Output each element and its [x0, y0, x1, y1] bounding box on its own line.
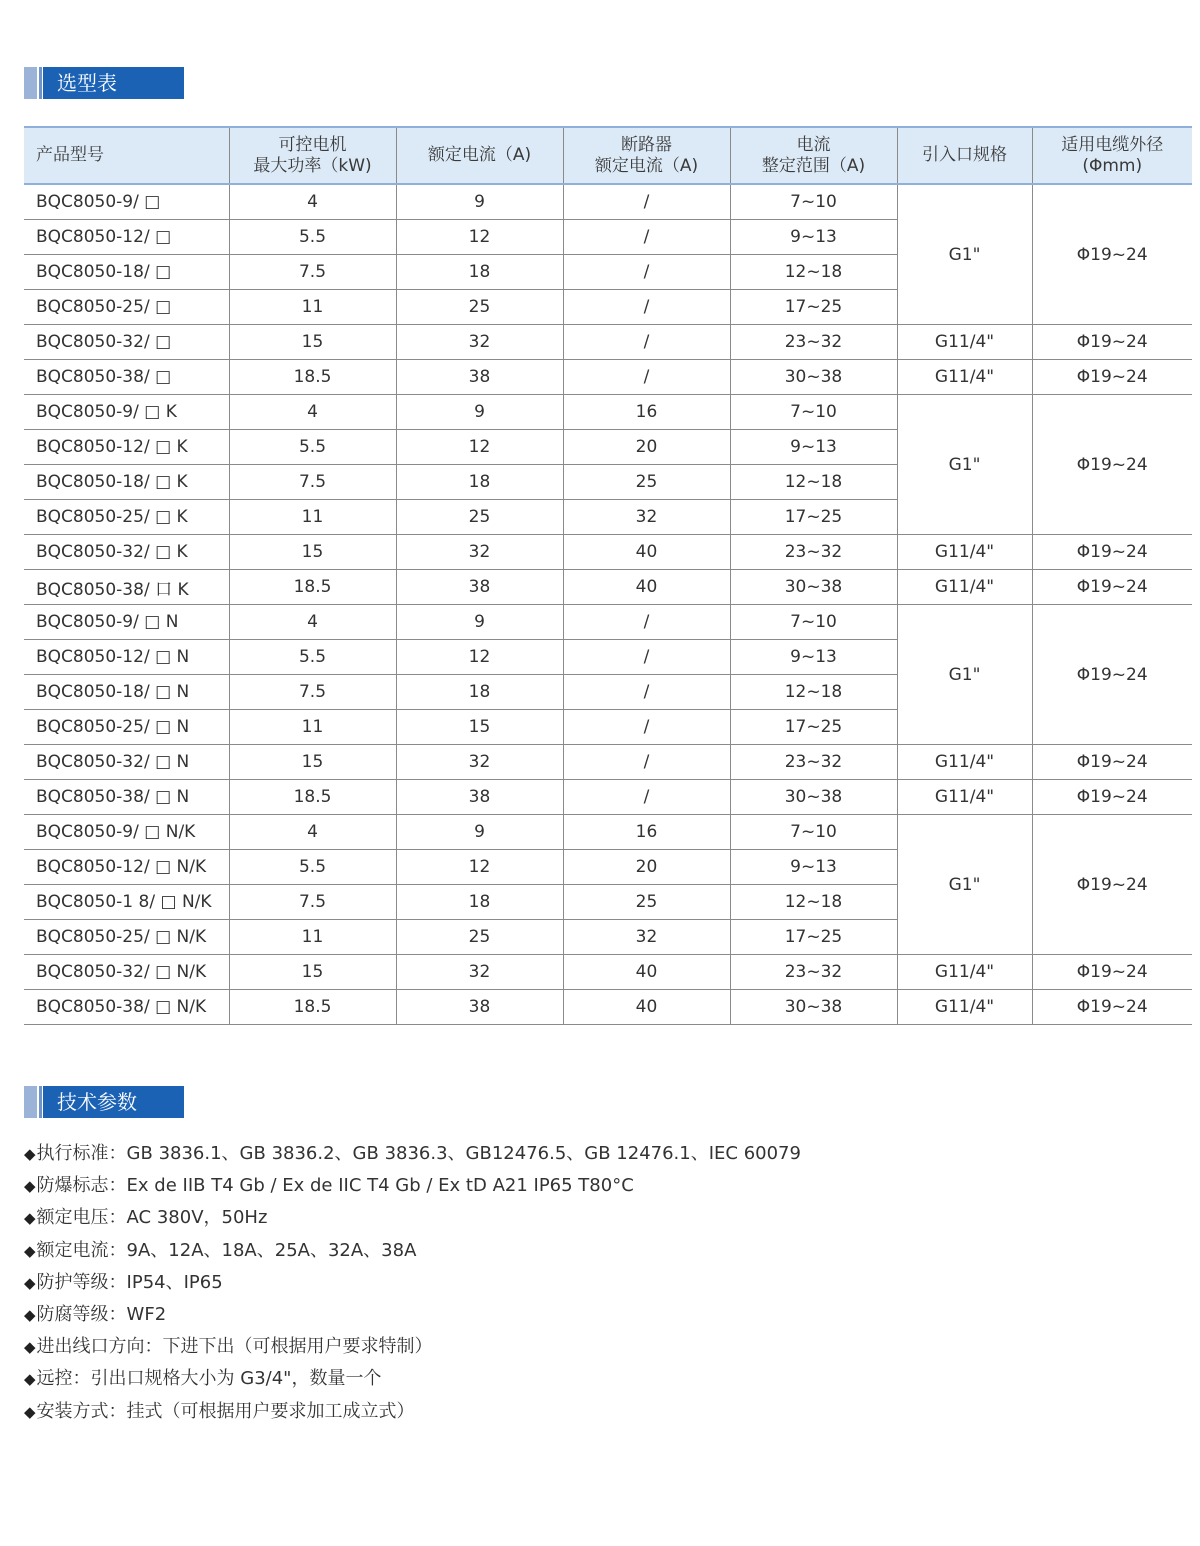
- model-cell: BQC8050-9/ □ N/K: [24, 815, 229, 850]
- column-header: [897, 127, 1032, 184]
- tech-param-item: [24, 1299, 1174, 1331]
- range-cell: 12~18: [730, 465, 897, 500]
- section-accent-bar: [24, 1086, 37, 1118]
- power-cell: 18.5: [229, 360, 396, 395]
- model-cell: BQC8050-25/ □ N: [24, 710, 229, 745]
- breaker-cell: /: [563, 710, 730, 745]
- range-cell: 23~32: [730, 955, 897, 990]
- column-header-line: 最大功率（kW): [253, 155, 372, 176]
- range-cell: 30~38: [730, 990, 897, 1025]
- model-cell: BQC8050-38/ □: [24, 360, 229, 395]
- range-cell: 12~18: [730, 885, 897, 920]
- power-cell: 7.5: [229, 885, 396, 920]
- table-header-row: [24, 127, 1192, 184]
- diamond-bullet-icon: ◆: [24, 1273, 36, 1292]
- tech-param-item: [24, 1396, 1174, 1428]
- range-cell: 9~13: [730, 640, 897, 675]
- section-accent-bar: [39, 67, 42, 99]
- tech-param-text: 防爆标志：Ex de IIB T4 Gb / Ex de IIC T4 Gb / Ex tD A21 IP65 T80°C: [36, 1175, 634, 1197]
- power-cell: 4: [229, 815, 396, 850]
- tech-param-item: [24, 1331, 1174, 1363]
- breaker-cell: /: [563, 184, 730, 220]
- diamond-bullet-icon: ◆: [24, 1177, 36, 1196]
- table-row: [24, 535, 1192, 570]
- current-cell: 12: [396, 220, 563, 255]
- table-row: [24, 570, 1192, 605]
- current-cell: 18: [396, 675, 563, 710]
- current-cell: 18: [396, 465, 563, 500]
- column-header-line: 可控电机: [278, 134, 347, 155]
- power-cell: 15: [229, 535, 396, 570]
- range-cell: 17~25: [730, 920, 897, 955]
- breaker-cell: 16: [563, 815, 730, 850]
- power-cell: 11: [229, 500, 396, 535]
- tech-param-item: [24, 1267, 1174, 1299]
- column-header: [396, 127, 563, 184]
- tech-param-item: [24, 1170, 1174, 1202]
- model-cell: BQC8050-32/ □ N/K: [24, 955, 229, 990]
- tech-params-list: [24, 1138, 1174, 1428]
- cable-diameter-cell: Φ19~24: [1032, 395, 1192, 535]
- power-cell: 5.5: [229, 220, 396, 255]
- power-cell: 18.5: [229, 990, 396, 1025]
- model-cell: BQC8050-25/ □: [24, 290, 229, 325]
- inlet-cell: G1": [897, 815, 1032, 955]
- diamond-bullet-icon: ◆: [24, 1305, 36, 1324]
- tech-param-item: [24, 1138, 1174, 1170]
- current-cell: 38: [396, 570, 563, 605]
- current-cell: 38: [396, 360, 563, 395]
- column-header: [229, 127, 396, 184]
- breaker-cell: 25: [563, 465, 730, 500]
- current-cell: 15: [396, 710, 563, 745]
- model-cell: BQC8050-25/ □ N/K: [24, 920, 229, 955]
- model-cell: BQC8050-38/ □ N: [24, 780, 229, 815]
- breaker-cell: /: [563, 745, 730, 780]
- inlet-cell: G11/4": [897, 360, 1032, 395]
- section-title-specs: 技术参数: [43, 1086, 184, 1118]
- inlet-cell: G1": [897, 605, 1032, 745]
- model-cell: BQC8050-1 8/ □ N/K: [24, 885, 229, 920]
- column-header: [24, 127, 229, 184]
- column-header: [730, 127, 897, 184]
- table-row: [24, 955, 1192, 990]
- range-cell: 9~13: [730, 220, 897, 255]
- current-cell: 9: [396, 815, 563, 850]
- table-row: [24, 745, 1192, 780]
- power-cell: 15: [229, 325, 396, 360]
- power-cell: 7.5: [229, 675, 396, 710]
- power-cell: 11: [229, 710, 396, 745]
- current-cell: 18: [396, 255, 563, 290]
- model-cell: BQC8050-12/ □ K: [24, 430, 229, 465]
- breaker-cell: /: [563, 325, 730, 360]
- model-cell: BQC8050-18/ □ K: [24, 465, 229, 500]
- breaker-cell: 40: [563, 990, 730, 1025]
- breaker-cell: /: [563, 360, 730, 395]
- table-body: [24, 184, 1192, 1025]
- range-cell: 17~25: [730, 710, 897, 745]
- breaker-cell: /: [563, 675, 730, 710]
- column-header-line: 电流: [796, 134, 831, 155]
- model-cell: BQC8050-12/ □ N: [24, 640, 229, 675]
- range-cell: 7~10: [730, 605, 897, 640]
- tech-param-text: 防腐等级：WF2: [36, 1303, 167, 1325]
- model-cell: BQC8050-38/ □ N/K: [24, 990, 229, 1025]
- inlet-cell: G1": [897, 395, 1032, 535]
- power-cell: 15: [229, 955, 396, 990]
- breaker-cell: 16: [563, 395, 730, 430]
- inlet-cell: G1": [897, 184, 1032, 325]
- breaker-cell: 40: [563, 955, 730, 990]
- selection-table: [24, 126, 1192, 1025]
- current-cell: 25: [396, 290, 563, 325]
- current-cell: 12: [396, 640, 563, 675]
- cable-diameter-cell: Φ19~24: [1032, 570, 1192, 605]
- breaker-cell: 40: [563, 570, 730, 605]
- power-cell: 5.5: [229, 850, 396, 885]
- range-cell: 23~32: [730, 325, 897, 360]
- power-cell: 18.5: [229, 780, 396, 815]
- range-cell: 30~38: [730, 360, 897, 395]
- current-cell: 9: [396, 395, 563, 430]
- column-header-line: 额定电流（A): [427, 145, 532, 165]
- power-cell: 5.5: [229, 430, 396, 465]
- diamond-bullet-icon: ◆: [24, 1370, 36, 1389]
- tech-param-text: 进出线口方向：下进下出（可根据用户要求特制）: [36, 1336, 433, 1358]
- column-header-line: 引入口规格: [922, 145, 1007, 165]
- tech-param-item: [24, 1363, 1174, 1395]
- model-cell: BQC8050-9/ □ N: [24, 605, 229, 640]
- cable-diameter-cell: Φ19~24: [1032, 745, 1192, 780]
- model-cell: BQC8050-32/ □: [24, 325, 229, 360]
- power-cell: 7.5: [229, 465, 396, 500]
- cable-diameter-cell: Φ19~24: [1032, 535, 1192, 570]
- range-cell: 7~10: [730, 395, 897, 430]
- cable-diameter-cell: Φ19~24: [1032, 360, 1192, 395]
- breaker-cell: 25: [563, 885, 730, 920]
- model-cell: BQC8050-38/ 口 K: [24, 570, 229, 605]
- table-row: [24, 360, 1192, 395]
- breaker-cell: /: [563, 780, 730, 815]
- model-cell: BQC8050-12/ □ N/K: [24, 850, 229, 885]
- inlet-cell: G11/4": [897, 955, 1032, 990]
- cable-diameter-cell: Φ19~24: [1032, 780, 1192, 815]
- power-cell: 15: [229, 745, 396, 780]
- tech-param-text: 安装方式：挂式（可根据用户要求加工成立式）: [36, 1400, 415, 1422]
- section-header-selection: [24, 67, 184, 99]
- power-cell: 11: [229, 920, 396, 955]
- diamond-bullet-icon: ◆: [24, 1209, 36, 1228]
- tech-param-text: 防护等级：IP54、IP65: [36, 1271, 223, 1293]
- table-row: [24, 605, 1192, 640]
- cable-diameter-cell: Φ19~24: [1032, 325, 1192, 360]
- breaker-cell: /: [563, 605, 730, 640]
- tech-param-item: [24, 1202, 1174, 1234]
- range-cell: 17~25: [730, 290, 897, 325]
- section-header-specs: [24, 1086, 184, 1118]
- inlet-cell: G11/4": [897, 990, 1032, 1025]
- tech-param-text: 额定电压：AC 380V，50Hz: [36, 1207, 268, 1229]
- range-cell: 7~10: [730, 184, 897, 220]
- inlet-cell: G11/4": [897, 570, 1032, 605]
- power-cell: 5.5: [229, 640, 396, 675]
- range-cell: 12~18: [730, 255, 897, 290]
- current-cell: 32: [396, 535, 563, 570]
- breaker-cell: /: [563, 290, 730, 325]
- range-cell: 12~18: [730, 675, 897, 710]
- power-cell: 18.5: [229, 570, 396, 605]
- section-accent-bar: [39, 1086, 42, 1118]
- power-cell: 11: [229, 290, 396, 325]
- table-row: [24, 780, 1192, 815]
- tech-param-text: 远控：引出口规格大小为 G3/4"，数量一个: [36, 1368, 382, 1390]
- current-cell: 25: [396, 500, 563, 535]
- column-header-line: 产品型号: [36, 145, 104, 165]
- column-header-line: (Φmm): [1082, 155, 1143, 176]
- breaker-cell: 32: [563, 500, 730, 535]
- breaker-cell: /: [563, 220, 730, 255]
- column-header: [1032, 127, 1192, 184]
- current-cell: 9: [396, 184, 563, 220]
- model-cell: BQC8050-9/ □ K: [24, 395, 229, 430]
- inlet-cell: G11/4": [897, 535, 1032, 570]
- range-cell: 23~32: [730, 745, 897, 780]
- diamond-bullet-icon: ◆: [24, 1145, 36, 1163]
- model-cell: BQC8050-32/ □ K: [24, 535, 229, 570]
- inlet-cell: G11/4": [897, 745, 1032, 780]
- table-row: [24, 395, 1192, 430]
- table-row: [24, 184, 1192, 220]
- inlet-cell: G11/4": [897, 780, 1032, 815]
- range-cell: 30~38: [730, 570, 897, 605]
- breaker-cell: 20: [563, 850, 730, 885]
- column-header-line: 整定范围（A): [761, 155, 866, 176]
- table-row: [24, 325, 1192, 360]
- current-cell: 12: [396, 850, 563, 885]
- diamond-bullet-icon: ◆: [24, 1241, 36, 1260]
- breaker-cell: 20: [563, 430, 730, 465]
- model-cell: BQC8050-32/ □ N: [24, 745, 229, 780]
- power-cell: 7.5: [229, 255, 396, 290]
- current-cell: 25: [396, 920, 563, 955]
- breaker-cell: 32: [563, 920, 730, 955]
- current-cell: 32: [396, 745, 563, 780]
- model-cell: BQC8050-18/ □ N: [24, 675, 229, 710]
- range-cell: 9~13: [730, 430, 897, 465]
- power-cell: 4: [229, 395, 396, 430]
- current-cell: 38: [396, 780, 563, 815]
- current-cell: 32: [396, 955, 563, 990]
- section-title-selection: 选型表: [43, 67, 184, 99]
- range-cell: 17~25: [730, 500, 897, 535]
- table-row: [24, 990, 1192, 1025]
- power-cell: 4: [229, 184, 396, 220]
- inlet-cell: G11/4": [897, 325, 1032, 360]
- diamond-bullet-icon: ◆: [24, 1338, 36, 1357]
- model-cell: BQC8050-12/ □: [24, 220, 229, 255]
- model-cell: BQC8050-25/ □ K: [24, 500, 229, 535]
- tech-param-text: 额定电流：9A、12A、18A、25A、32A、38A: [36, 1239, 417, 1261]
- diamond-bullet-icon: ◆: [24, 1402, 36, 1421]
- column-header-line: 适用电缆外径: [1061, 134, 1164, 155]
- column-header-line: 额定电流（A): [594, 155, 699, 176]
- current-cell: 9: [396, 605, 563, 640]
- column-header-line: 断路器: [621, 134, 672, 155]
- cable-diameter-cell: Φ19~24: [1032, 605, 1192, 745]
- range-cell: 7~10: [730, 815, 897, 850]
- model-cell: BQC8050-9/ □: [24, 184, 229, 220]
- current-cell: 18: [396, 885, 563, 920]
- range-cell: 23~32: [730, 535, 897, 570]
- current-cell: 32: [396, 325, 563, 360]
- breaker-cell: /: [563, 255, 730, 290]
- section-accent-bar: [24, 67, 37, 99]
- range-cell: 9~13: [730, 850, 897, 885]
- tech-param-item: [24, 1235, 1174, 1267]
- model-cell: BQC8050-18/ □: [24, 255, 229, 290]
- breaker-cell: /: [563, 640, 730, 675]
- table-row: [24, 815, 1192, 850]
- power-cell: 4: [229, 605, 396, 640]
- breaker-cell: 40: [563, 535, 730, 570]
- cable-diameter-cell: Φ19~24: [1032, 184, 1192, 325]
- column-header: [563, 127, 730, 184]
- cable-diameter-cell: Φ19~24: [1032, 815, 1192, 955]
- cable-diameter-cell: Φ19~24: [1032, 990, 1192, 1025]
- range-cell: 30~38: [730, 780, 897, 815]
- current-cell: 38: [396, 990, 563, 1025]
- tech-param-text: 执行标准：GB 3836.1、GB 3836.2、GB 3836.3、GB12476.5、GB 12476.1、IEC 60079: [36, 1143, 801, 1164]
- current-cell: 12: [396, 430, 563, 465]
- cable-diameter-cell: Φ19~24: [1032, 955, 1192, 990]
